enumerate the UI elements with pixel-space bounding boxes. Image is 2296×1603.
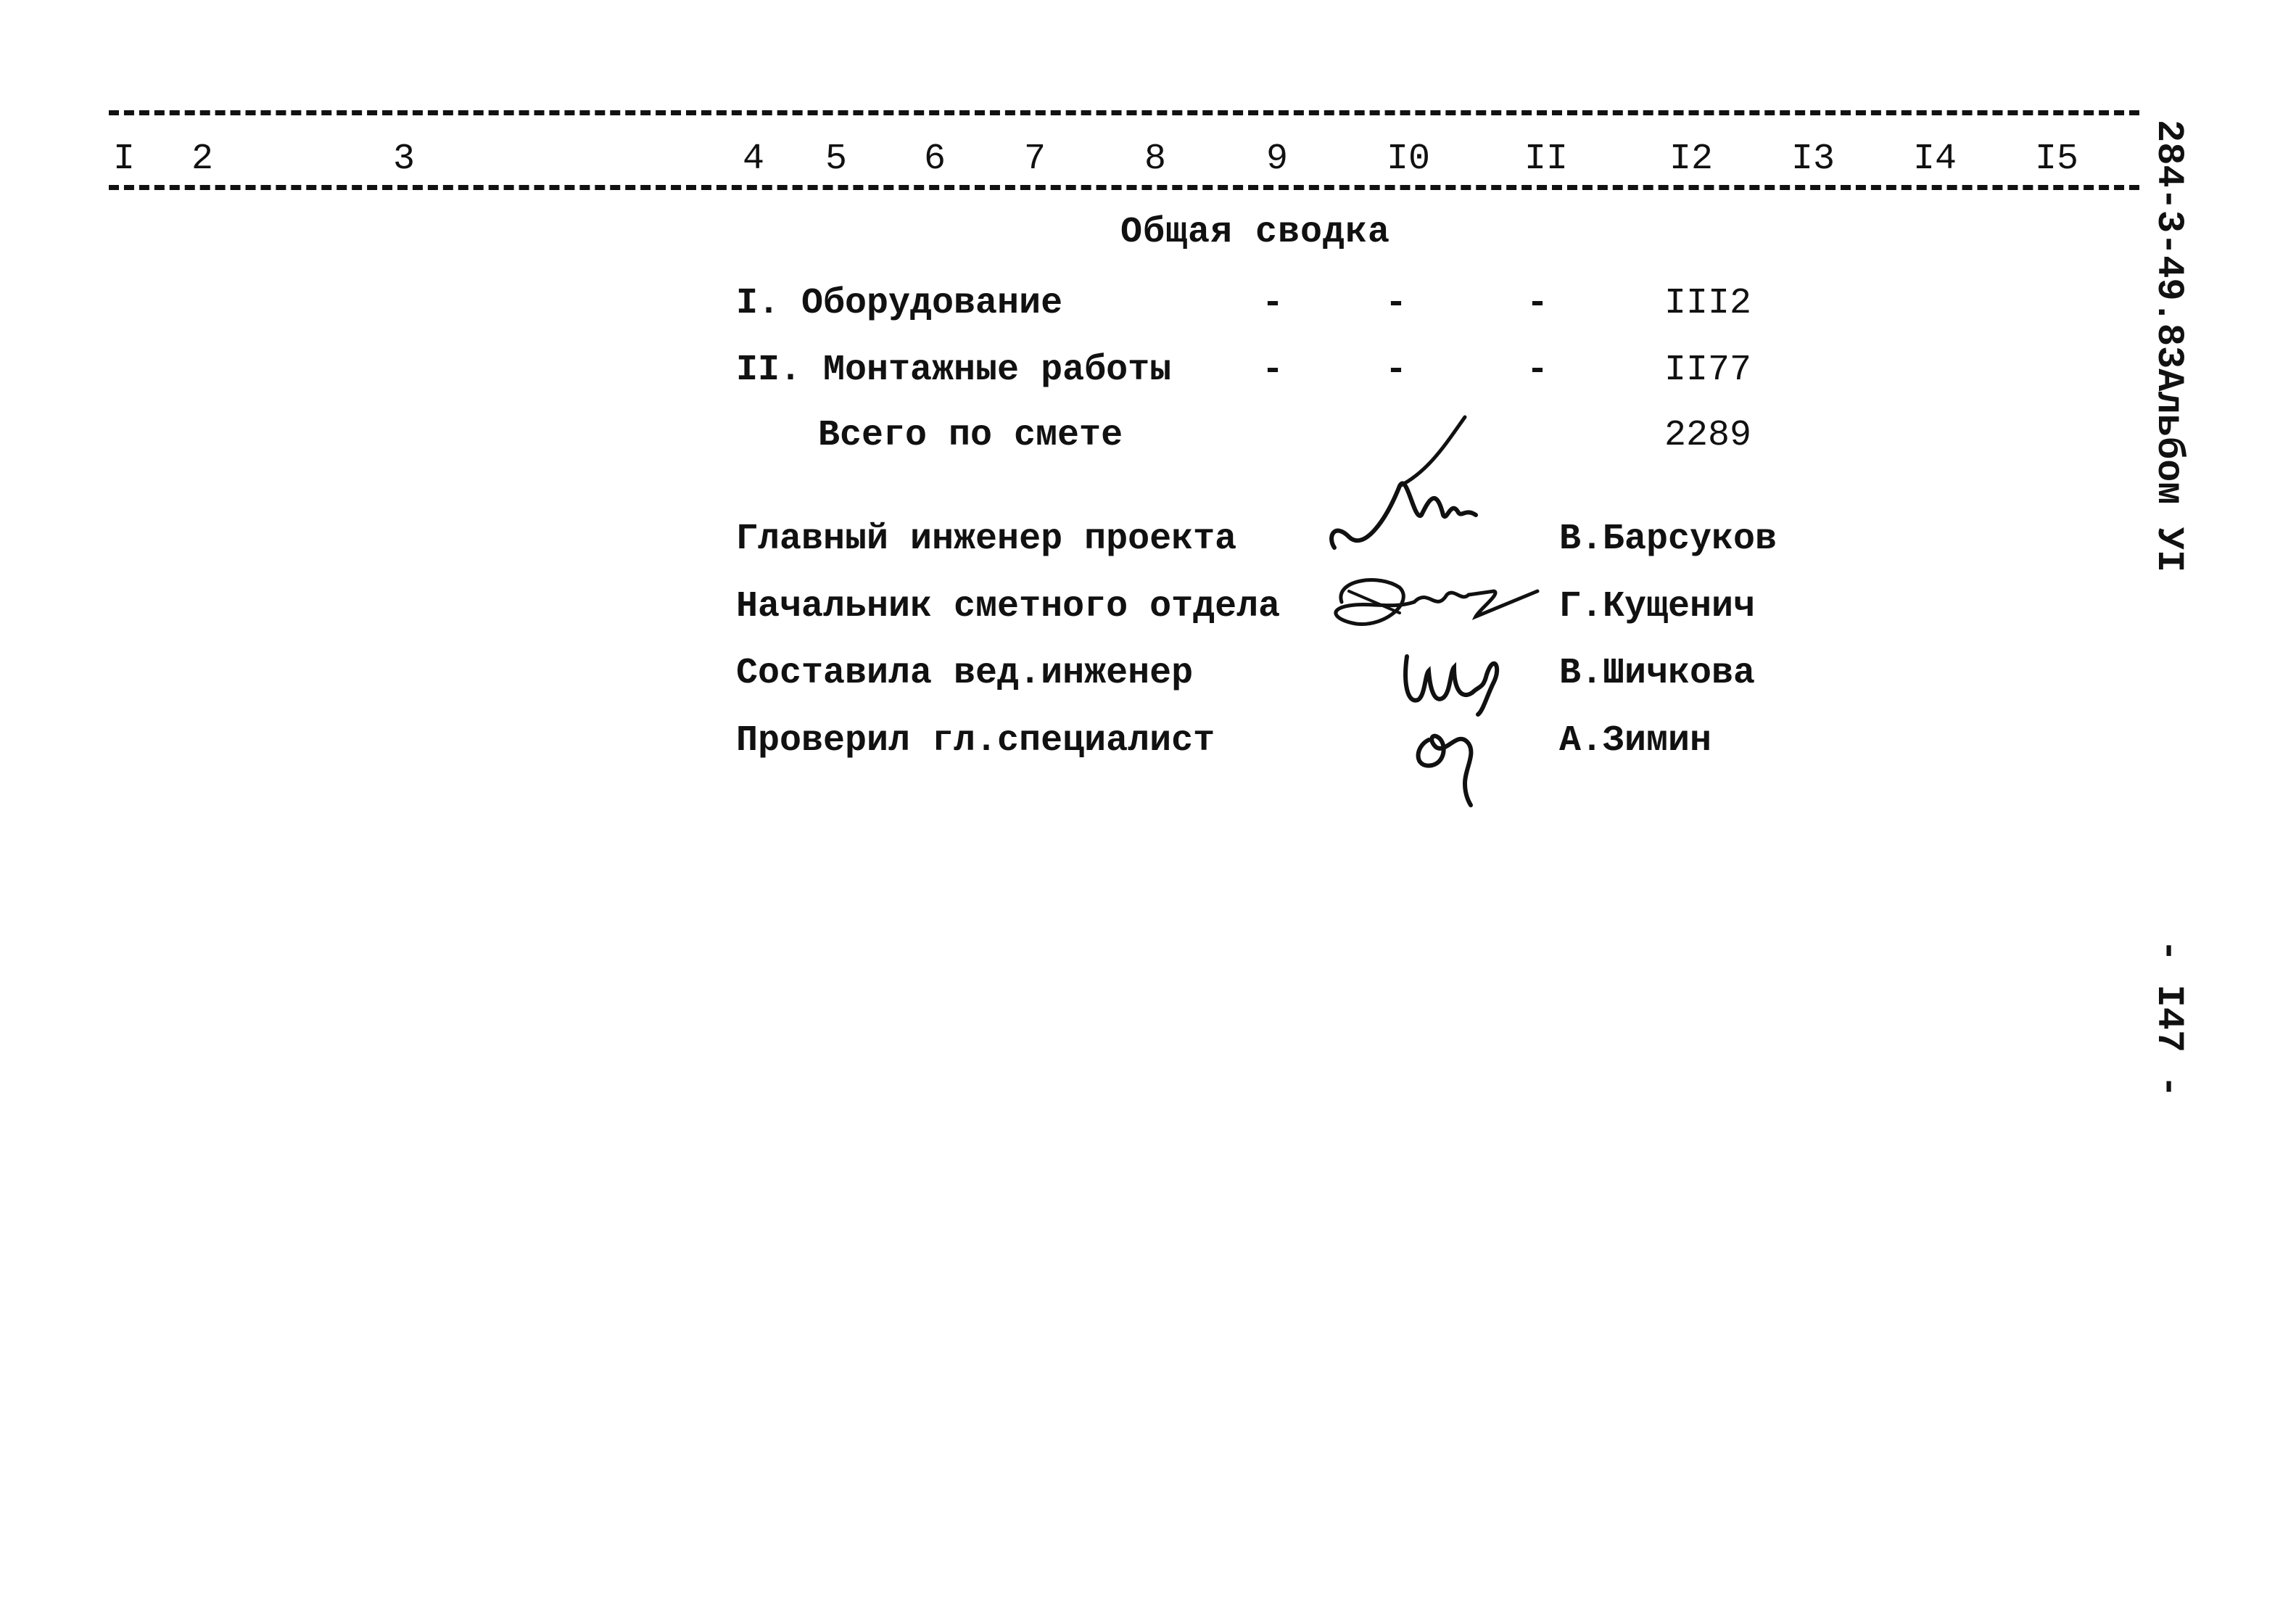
signature-role: Составила вед.инженер <box>736 653 1194 694</box>
column-number: 8 <box>1140 139 1170 180</box>
signature-shichkova <box>1392 638 1523 718</box>
signature-role: Главный инженер проекта <box>736 519 1237 560</box>
signature-name: В.Шичкова <box>1559 653 1756 694</box>
column-number: II <box>1520 139 1572 180</box>
summary-row-label: I. Оборудование <box>736 283 1063 324</box>
column-number: 5 <box>821 139 851 180</box>
summary-row-dash: - <box>1385 283 1408 324</box>
signature-name: В.Барсуков <box>1559 519 1777 560</box>
summary-row-dash: - <box>1527 350 1549 391</box>
summary-title: Общая сводка <box>1120 212 1391 253</box>
summary-row-dash: - <box>1262 350 1284 391</box>
signature-role: Проверил гл.специалист <box>736 720 1215 762</box>
column-number: I0 <box>1382 139 1434 180</box>
column-number: I5 <box>2031 139 2083 180</box>
column-number: 4 <box>738 139 769 180</box>
signature-name: Г.Кущенич <box>1559 586 1756 627</box>
signature-zimin <box>1407 711 1508 812</box>
column-number: 7 <box>1020 139 1050 180</box>
top-dashed-rule <box>109 110 2139 115</box>
summary-row-dash: - <box>1527 283 1549 324</box>
page-number: - I47 - <box>2147 939 2190 1098</box>
summary-row-value: II77 <box>1664 350 1752 391</box>
column-number: I4 <box>1909 139 1961 180</box>
signature-name: А.Зимин <box>1559 720 1712 762</box>
signature-kushchenich <box>1320 559 1552 646</box>
summary-row-dash: - <box>1262 283 1284 324</box>
signature-role: Начальник сметного отдела <box>736 586 1281 627</box>
column-number: I <box>109 139 139 180</box>
summary-total-value: 2289 <box>1664 415 1752 456</box>
column-number: 9 <box>1262 139 1292 180</box>
summary-row-value: III2 <box>1664 283 1752 324</box>
header-dashed-rule <box>109 185 2139 190</box>
summary-total-label: Всего по смете <box>818 415 1123 456</box>
column-number: 2 <box>187 139 218 180</box>
summary-row-dash: - <box>1385 350 1408 391</box>
document-code: 284-3-49.83Альбом УI <box>2147 120 2190 573</box>
column-number: 3 <box>389 139 419 180</box>
signature-barsukov <box>1320 413 1508 566</box>
column-number: 6 <box>920 139 950 180</box>
column-number: I2 <box>1665 139 1717 180</box>
summary-row-label: II. Монтажные работы <box>736 350 1172 391</box>
column-number: I3 <box>1787 139 1839 180</box>
